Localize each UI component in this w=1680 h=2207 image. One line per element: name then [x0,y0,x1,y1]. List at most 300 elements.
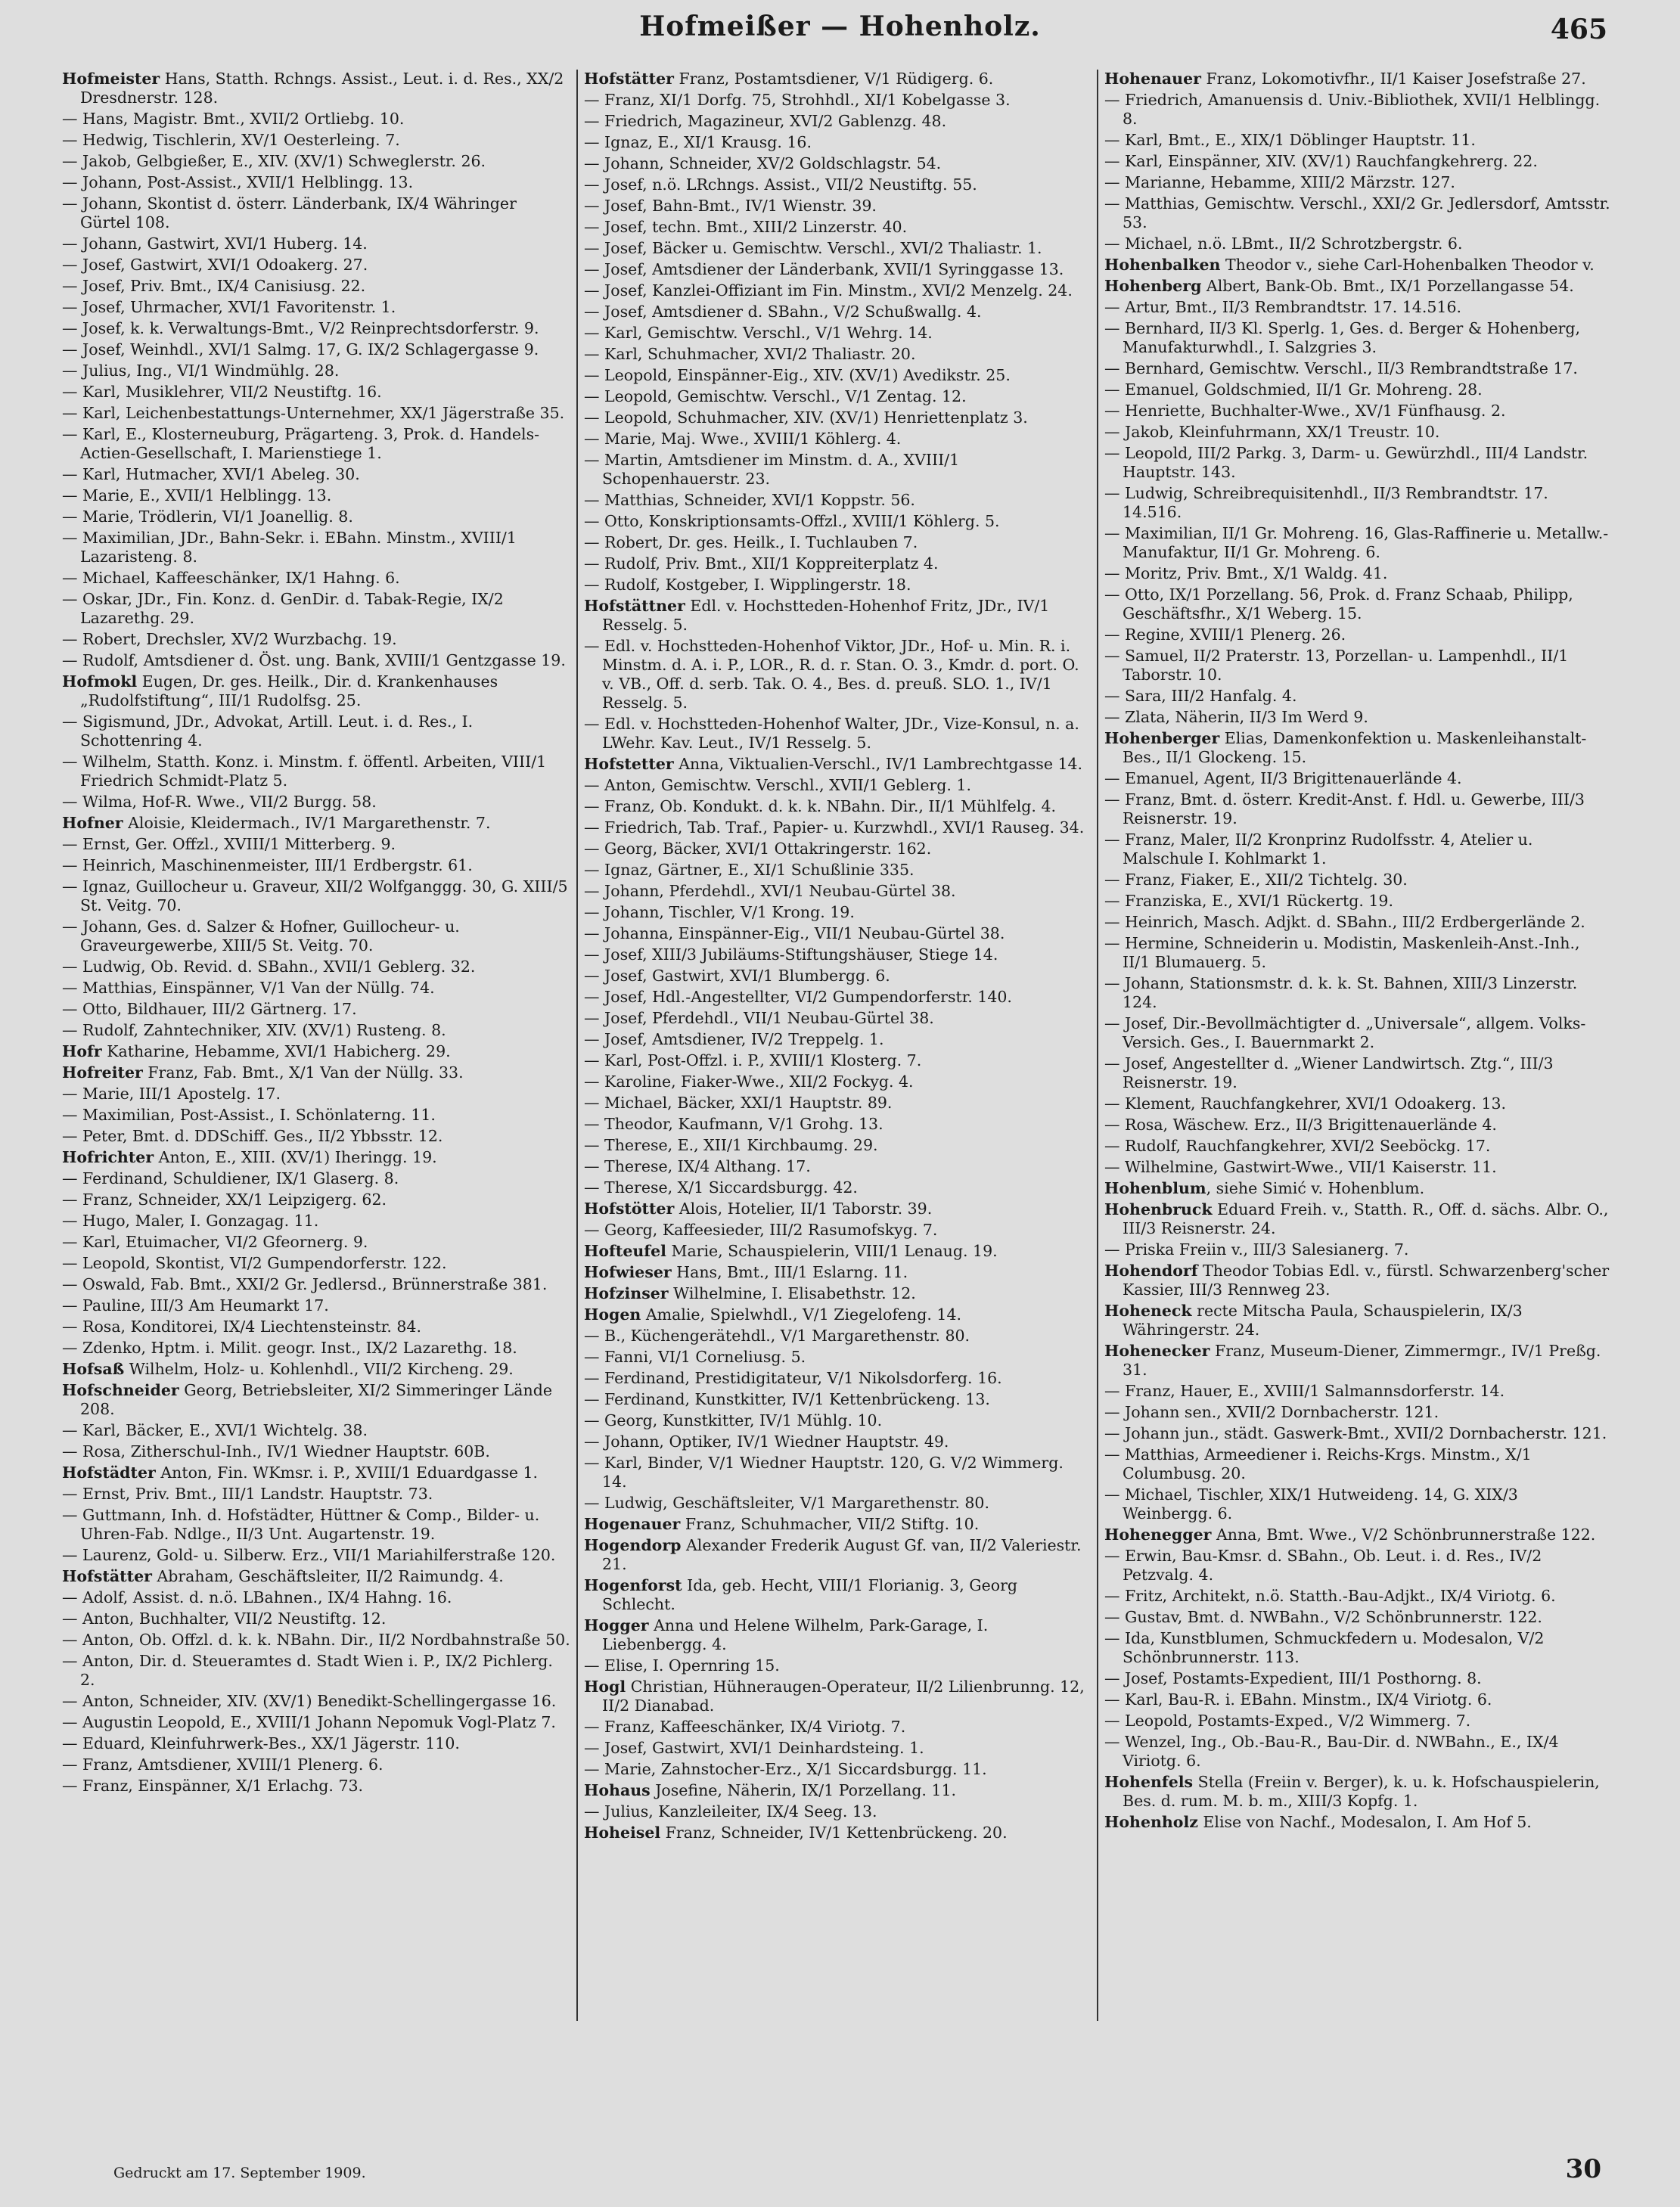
entry-text: — Bernhard, II/3 Kl. Sperlg. 1, Ges. d. Berger & Hohenberg, Manufakturwhdl., I. Salzgries 3. [1104,319,1581,356]
entry-text: Georg, Betriebsleiter, XI/2 Simmeringer Lände 208. [80,1381,552,1418]
entry-text: — Josef, Amtsdiener d. SBahn., V/2 Schußwallg. 4. [584,303,982,321]
directory-entry [584,512,1091,531]
entry-text: — Ernst, Ger. Offzl., XVIII/1 Mitterberg. 9. [62,835,396,853]
directory-entry [584,1781,1091,1800]
directory-entry [62,1734,570,1753]
directory-entry [584,797,1091,816]
entry-text: — Ignaz, Guillocheur u. Graveur, XII/2 Wolfganggg. 30, G. XIII/5 St. Veitg. 70. [62,877,568,914]
entry-text: — Franz, Maler, II/2 Kronprinz Rudolfsstr. 4, Atelier u. Malschule I. Kohlmarkt 1. [1104,830,1533,868]
directory-entry [1104,790,1611,828]
directory-entry [584,1433,1091,1451]
entry-text: — Karl, Hutmacher, XVI/1 Abeleg. 30. [62,465,360,483]
entry-text: — Josef, k. k. Verwaltungs-Bmt., V/2 Reinprechtsdorferstr. 9. [62,319,539,337]
directory-entry [62,1692,570,1711]
directory-entry [62,1485,570,1504]
entry-text: — Jakob, Kleinfuhrmann, XX/1 Treustr. 10. [1104,423,1440,441]
directory-entry [62,1190,570,1209]
entry-surname: Hohenbruck [1104,1200,1213,1218]
entry-surname: Hofzinser [584,1284,669,1302]
directory-entry [62,194,570,232]
directory-entry [62,1148,570,1167]
directory-entry [1104,484,1611,522]
directory-entry [1104,1813,1611,1832]
entry-surname: Hofschneider [62,1381,179,1399]
entry-text: — Marie, III/1 Apostelg. 17. [62,1085,281,1103]
directory-entry [584,430,1091,449]
entry-text: — Franz, Amtsdiener, XVIII/1 Plenerg. 6. [62,1755,384,1774]
entry-surname: Hoheisel [584,1824,661,1842]
entry-text: — Eduard, Kleinfuhrwerk-Bes., XX/1 Jägerstr. 110. [62,1734,460,1752]
directory-entry [584,281,1091,300]
entry-text: — Josef, Gastwirt, XVI/1 Deinhardsteing. 1. [584,1739,924,1757]
directory-entry [584,239,1091,258]
entry-text: — Hedwig, Tischlerin, XV/1 Oesterleing. 7. [62,131,400,149]
entry-text: — Fritz, Architekt, n.ö. Statth.-Bau-Adjkt., IX/4 Viriotg. 6. [1104,1587,1556,1605]
directory-entry [1104,1200,1611,1238]
directory-entry [1104,1014,1611,1052]
directory-entry [1104,319,1611,357]
directory-entry [1104,277,1611,296]
directory-entry [584,324,1091,343]
entry-surname: Hofstätter [584,70,674,88]
entry-text: — Matthias, Gemischtw. Verschl., XXI/2 Gr. Jedlersdorf, Amtsstr. 53. [1104,194,1610,231]
page-header [0,0,1680,59]
directory-entry [62,1106,570,1125]
entry-text: — Johann, Stationsmstr. d. k. k. St. Bahnen, XIII/3 Linzerstr. 124. [1104,974,1578,1011]
directory-entry [1104,1712,1611,1731]
directory-entry [584,903,1091,922]
directory-entry [584,1221,1091,1240]
column-3 [1097,70,1617,2021]
entry-text: — Josef, Amtsdiener, IV/2 Treppelg. 1. [584,1030,884,1048]
directory-entry [62,486,570,505]
entry-surname: Hofmokl [62,672,138,691]
directory-entry [62,835,570,854]
directory-entry [62,1085,570,1104]
entry-text: — Sara, III/2 Hanfalg. 4. [1104,687,1297,705]
directory-entry [584,988,1091,1007]
directory-entry [62,173,570,192]
entry-text: — Josef, Pferdehdl., VII/1 Neubau-Gürtel 38. [584,1009,934,1027]
entry-surname: Hogl [584,1678,626,1696]
entry-text: — Johann, Post-Assist., XVII/1 Helblingg. 13. [62,173,414,191]
entry-text: Eugen, Dr. ges. Heilk., Dir. d. Krankenhauses „Rudolfstiftung“, III/1 Rudolfsg. 25. [80,672,498,709]
directory-entry [62,1339,570,1358]
entry-text: — Johanna, Einspänner-Eig., VII/1 Neubau-Gürtel 38. [584,924,1005,942]
directory-entry [584,366,1091,385]
entry-text: — Johann sen., XVII/2 Dornbacherstr. 121. [1104,1403,1439,1421]
directory-entry [584,154,1091,173]
directory-entry [584,1348,1091,1367]
entry-text: — Heinrich, Maschinenmeister, III/1 Erdbergstr. 61. [62,856,473,874]
directory-entry [62,277,570,296]
directory-entry [584,554,1091,573]
entry-text: — Ernst, Priv. Bmt., III/1 Landstr. Hauptstr. 73. [62,1485,433,1503]
entry-surname: Hofsaß [62,1360,125,1378]
directory-entry [1104,1342,1611,1380]
entry-text: — Josef, Bäcker u. Gemischtw. Verschl., XVI/2 Thaliastr. 1. [584,239,1042,257]
entry-surname: Hogen [584,1305,641,1324]
entry-text: — Martin, Amtsdiener im Minstm. d. A., XVIII/1 Schopenhauerstr. 23. [584,451,960,488]
entry-surname: Hofteufel [584,1242,666,1260]
directory-entry [62,404,570,423]
directory-entry [584,1576,1091,1614]
entry-text: Josefine, Näherin, IX/1 Porzellang. 11. [650,1781,957,1799]
entry-text: — Wilhelmine, Gastwirt-Wwe., VII/1 Kaiserstr. 11. [1104,1158,1497,1176]
entry-text: Alexander Frederik August Gf. van, II/2 Valeriestr. 21. [602,1536,1082,1573]
entry-text: — Gustav, Bmt. d. NWBahn., V/2 Schönbrunnerstr. 122. [1104,1608,1542,1626]
entry-text: Wilhelmine, I. Elisabethstr. 12. [668,1284,916,1302]
directory-entry [584,1327,1091,1346]
directory-entry [62,1609,570,1628]
directory-entry [1104,1403,1611,1422]
directory-entry [584,1200,1091,1218]
entry-text: recte Mitscha Paula, Schauspielerin, IX/3 Währingerstr. 24. [1123,1302,1523,1339]
directory-entry [1104,729,1611,767]
directory-entry [584,1051,1091,1070]
entry-text: — Anton, Dir. d. Steueramtes d. Stadt Wien i. P., IX/2 Pichlerg. 2. [62,1652,553,1689]
entry-text: — Julius, Kanzleileiter, IX/4 Seeg. 13. [584,1802,877,1821]
entry-surname: Hogger [584,1616,649,1634]
entry-text: , siehe Simić v. Hohenblum. [1206,1179,1425,1197]
directory-entry [1104,913,1611,932]
entry-text: Eduard Freih. v., Statth. R., Off. d. sächs. Albr. O., III/3 Reisnerstr. 24. [1123,1200,1609,1237]
directory-entry [62,298,570,317]
directory-entry [1104,91,1611,129]
directory-entry [1104,1302,1611,1339]
directory-entry [584,1072,1091,1091]
entry-text: — Maximilian, Post-Assist., I. Schönlaterng. 11. [62,1106,436,1124]
entry-text: — Franz, Fiaker, E., XII/2 Tichtelg. 30. [1104,871,1408,889]
directory-entry [62,1127,570,1146]
entry-text: — Rosa, Konditorei, IX/4 Liechtensteinstr. 84. [62,1318,421,1336]
entry-text: — Franz, XI/1 Dorfg. 75, Strohhdl., XI/1 Kobelgasse 3. [584,91,1011,109]
directory-entry [584,133,1091,152]
entry-surname: Hohenfels [1104,1773,1194,1791]
entry-text: — Priska Freiin v., III/3 Salesianerg. 7. [1104,1240,1409,1259]
directory-entry [62,793,570,812]
entry-text: — Marie, Trödlerin, VI/1 Joanellig. 8. [62,508,353,526]
entry-text: — Rudolf, Priv. Bmt., XII/1 Koppreiterplatz 4. [584,554,939,573]
entry-text: — B., Küchengerätehdl., V/1 Margarethenstr. 80. [584,1327,970,1345]
entry-text: — Josef, techn. Bmt., XIII/2 Linzerstr. 40. [584,218,908,236]
entry-text: — Michael, Tischler, XIX/1 Hutweideng. 14, G. XIX/3 Weinbergg. 6. [1104,1485,1518,1523]
entry-surname: Hofstätter [62,1567,152,1585]
directory-entry [1104,1608,1611,1627]
directory-entry [584,1802,1091,1821]
directory-entry [584,112,1091,131]
entry-text: — Otto, Konskriptionsamts-Offzl., XVIII/1 Köhlerg. 5. [584,512,1000,530]
entry-text: — Josef, Priv. Bmt., IX/4 Canisiusg. 22. [62,277,366,295]
entry-text: — Anton, Buchhalter, VII/2 Neustiftg. 12. [62,1609,387,1628]
directory-entry [62,70,570,107]
directory-entry [584,945,1091,964]
directory-entry [62,110,570,129]
directory-entry [62,1212,570,1231]
entry-text: — Josef, Weinhdl., XVI/1 Salmg. 17, G. IX/2 Schlagergasse 9. [62,340,539,359]
entry-text: — Karl, Bau-R. i. EBahn. Minstm., IX/4 Viriotg. 6. [1104,1690,1492,1709]
directory-columns [56,70,1619,2021]
entry-text: Christian, Hühneraugen-Operateur, II/2 Lilienbrunng. 12, II/2 Dianabad. [602,1678,1085,1715]
directory-entry [1104,1382,1611,1401]
entry-text: — Georg, Kaffeesieder, III/2 Rasumofskyg. 7. [584,1221,938,1239]
entry-surname: Hogenforst [584,1576,682,1594]
entry-text: — Johann, Optiker, IV/1 Wiedner Hauptstr. 49. [584,1433,949,1451]
entry-surname: Hogendorp [584,1536,682,1554]
entry-text: Franz, Lokomotivfhr., II/1 Kaiser Josefstraße 27. [1200,70,1586,88]
directory-entry [584,1454,1091,1492]
directory-entry [584,1115,1091,1134]
entry-surname: Hohenegger [1104,1526,1212,1544]
entry-text: — Hans, Magistr. Bmt., XVII/2 Ortliebg. 10. [62,110,405,128]
entry-text: — Otto, Bildhauer, III/2 Gärtnerg. 17. [62,1000,357,1018]
directory-entry [1104,585,1611,623]
directory-entry [584,175,1091,194]
entry-text: — Heinrich, Masch. Adjkt. d. SBahn., III/2 Erdbergerlände 2. [1104,913,1585,931]
directory-entry [584,1369,1091,1388]
entry-text: — Maximilian, II/1 Gr. Mohreng. 16, Glas-Raffinerie u. Metallw.-Manufaktur, II/1 Gr. Mohreng. 6. [1104,524,1609,561]
entry-text: — Josef, Hdl.-Angestellter, VI/2 Gumpendorferstr. 140. [584,988,1012,1006]
entry-text: — Oskar, JDr., Fin. Konz. d. GenDir. d. Tabak-Regie, IX/2 Lazarethg. 29. [62,590,504,627]
entry-text: — Regine, XVIII/1 Plenerg. 26. [1104,625,1346,644]
directory-entry [1104,1526,1611,1544]
entry-text: — Emanuel, Agent, II/3 Brigittenauerlände 4. [1104,769,1462,787]
entry-surname: Hohenblum [1104,1179,1206,1197]
directory-entry [584,1390,1091,1409]
directory-entry [62,979,570,998]
directory-entry [1104,647,1611,684]
directory-entry [1104,1629,1611,1667]
directory-entry [584,1494,1091,1513]
entry-text: — Zdenko, Hptm. i. Milit. geogr. Inst., IX/2 Lazarethg. 18. [62,1339,517,1357]
entry-text: — Karl, Leichenbestattungs-Unternehmer, XX/1 Jägerstraße 35. [62,404,565,422]
entry-surname: Hohenholz [1104,1813,1198,1831]
directory-entry [584,491,1091,510]
entry-text: — Elise, I. Opernring 15. [584,1656,780,1675]
entry-text: — Johann jun., städt. Gaswerk-Bmt., XVII/2 Dornbacherstr. 121. [1104,1424,1607,1442]
directory-entry [62,1169,570,1188]
directory-entry [1104,1587,1611,1606]
entry-text: Hans, Statth. Rchngs. Assist., Leut. i. d. Res., XX/2 Dresdnerstr. 128. [80,70,564,107]
entry-text: — Ludwig, Geschäftsleiter, V/1 Margarethenstr. 80. [584,1494,989,1512]
directory-entry [1104,1669,1611,1688]
directory-entry [584,1515,1091,1534]
directory-entry [584,533,1091,552]
entry-text: — Jakob, Gelbgießer, E., XIV. (XV/1) Schweglerstr. 26. [62,152,486,170]
entry-text: — Guttmann, Inh. d. Hofstädter, Hüttner & Comp., Bilder- u. Uhren-Fab. Ndlge., II/3 Unt. Augartenstr. 19. [62,1506,540,1543]
entry-text: Franz, Schuhmacher, VII/2 Stiftg. 10. [680,1515,980,1533]
entry-text: — Josef, Angestellter d. „Wiener Landwirtsch. Ztg.“, III/3 Reisnerstr. 19. [1104,1054,1554,1091]
directory-entry [1104,1137,1611,1156]
entry-text: — Josef, Bahn-Bmt., IV/1 Wienstr. 39. [584,197,877,215]
entry-text: Anton, Fin. WKmsr. i. P., XVIII/1 Eduardgasse 1. [155,1464,539,1482]
directory-entry [62,256,570,275]
directory-entry [584,882,1091,901]
directory-entry [1104,1158,1611,1177]
directory-entry [62,856,570,875]
directory-entry [584,1718,1091,1737]
directory-entry [584,218,1091,237]
entry-text: — Karl, Musiklehrer, VII/2 Neustiftg. 16. [62,383,382,401]
directory-entry [62,1631,570,1650]
entry-text: — Robert, Dr. ges. Heilk., I. Tuchlauben 7. [584,533,918,551]
entry-text: — Marie, Zahnstocher-Erz., X/1 Siccardsburgg. 11. [584,1760,987,1778]
directory-entry [62,529,570,566]
directory-entry [62,319,570,338]
entry-text: Anna und Helene Wilhelm, Park-Garage, I. Liebenbergg. 4. [602,1616,989,1653]
directory-entry [1104,1054,1611,1092]
directory-entry [1104,564,1611,583]
entry-text: — Wilhelm, Statth. Konz. i. Minstm. f. öffentl. Arbeiten, VIII/1 Friedrich Schmidt-Platz 5. [62,753,547,790]
directory-entry [62,1464,570,1482]
directory-entry [1104,871,1611,889]
entry-text: — Franz, Einspänner, X/1 Erlachg. 73. [62,1777,364,1795]
directory-entry [1104,1179,1611,1198]
entry-text: — Michael, Bäcker, XXI/1 Hauptstr. 89. [584,1094,893,1112]
entry-text: — Ignaz, Gärtner, E., XI/1 Schußlinie 335. [584,861,915,879]
entry-text: — Therese, IX/4 Althang. 17. [584,1157,811,1175]
entry-text: Katharine, Hebamme, XVI/1 Habicherg. 29. [101,1042,451,1060]
entry-surname: Hofreiter [62,1063,143,1082]
column-1 [56,70,576,2021]
directory-entry [584,303,1091,321]
entry-text: — Josef, Gastwirt, XVI/1 Odoakerg. 27. [62,256,368,274]
entry-text: Aloisie, Kleidermach., IV/1 Margarethenstr. 7. [123,814,491,832]
entry-text: Amalie, Spielwhdl., V/1 Ziegelofeng. 14. [641,1305,962,1324]
entry-text: Theodor Tobias Edl. v., fürstl. Schwarzenberg'scher Kassier, III/3 Rennweg 23. [1123,1262,1610,1299]
entry-text: — Matthias, Schneider, XVI/1 Koppstr. 56. [584,491,915,509]
entry-text: — Anton, Ob. Offzl. d. k. k. NBahn. Dir., II/2 Nordbahnstraße 50. [62,1631,570,1649]
entry-surname: Hohenbalken [1104,256,1221,274]
directory-entry [1104,1424,1611,1443]
directory-entry [62,152,570,171]
entry-text: — Robert, Drechsler, XV/2 Wurzbachg. 19. [62,630,397,648]
entry-surname: Hohendorf [1104,1262,1198,1280]
entry-text: — Rudolf, Amtsdiener d. Öst. ung. Bank, XVIII/1 Gentzgasse 19. [62,651,566,669]
directory-entry [584,1656,1091,1675]
entry-text: — Wilma, Hof-R. Wwe., VII/2 Burgg. 58. [62,793,377,811]
entry-surname: Hofner [62,814,123,832]
entry-text: — Ludwig, Schreibrequisitenhdl., II/3 Rembrandtstr. 17. 14.516. [1104,484,1548,521]
entry-text: — Leopold, Schuhmacher, XIV. (XV/1) Henriettenplatz 3. [584,408,1028,427]
directory-entry [62,234,570,253]
directory-entry [584,1284,1091,1303]
entry-text: — Anton, Schneider, XIV. (XV/1) Benedikt-Schellingergasse 16. [62,1692,557,1710]
entry-surname: Hofrichter [62,1148,154,1166]
entry-surname: Hogenauer [584,1515,681,1533]
entry-text: — Fanni, VI/1 Corneliusg. 5. [584,1348,806,1366]
directory-entry [584,1030,1091,1049]
directory-entry [584,1739,1091,1758]
entry-text: — Klement, Rauchfangkehrer, XVI/1 Odoakerg. 13. [1104,1094,1507,1113]
directory-entry [62,465,570,484]
directory-entry [62,1421,570,1440]
entry-text: Albert, Bank-Ob. Bmt., IX/1 Porzellangasse 54. [1201,277,1574,295]
entry-text: — Artur, Bmt., II/3 Rembrandtstr. 17. 14.516. [1104,298,1462,316]
entry-text: — Leopold, III/2 Parkg. 3, Darm- u. Gewürzhdl., III/4 Landstr. Hauptstr. 143. [1104,444,1588,481]
entry-surname: Hofwieser [584,1263,672,1281]
directory-entry [584,70,1091,88]
directory-entry [1104,173,1611,192]
directory-entry [1104,1262,1611,1299]
column-2 [576,70,1097,2021]
entry-text: — Augustin Leopold, E., XVIII/1 Johann Nepomuk Vogl-Platz 7. [62,1713,556,1731]
entry-text: — Theodor, Kaufmann, V/1 Grohg. 13. [584,1115,883,1133]
directory-entry [62,1442,570,1461]
entry-text: — Josef, Uhrmacher, XVI/1 Favoritenstr. 1. [62,298,396,316]
entry-text: — Friedrich, Amanuensis d. Univ.-Bibliothek, XVII/1 Helblingg. 8. [1104,91,1601,128]
entry-text: — Georg, Bäcker, XVI/1 Ottakringerstr. 162. [584,840,932,858]
entry-text: — Leopold, Einspänner-Eig., XIV. (XV/1) Avedikstr. 25. [584,366,1011,384]
entry-text: — Karoline, Fiaker-Wwe., XII/2 Fockyg. 4. [584,1072,914,1091]
directory-entry [62,383,570,402]
entry-text: — Ida, Kunstblumen, Schmuckfedern u. Modesalon, V/2 Schönbrunnerstr. 113. [1104,1629,1545,1666]
entry-text: — Karl, Bmt., E., XIX/1 Döblinger Hauptstr. 11. [1104,131,1476,149]
directory-entry [62,1042,570,1061]
directory-entry [62,814,570,833]
entry-text: — Josef, Kanzlei-Offiziant im Fin. Minstm., XVI/2 Menzelg. 24. [584,281,1073,300]
directory-entry [584,776,1091,795]
directory-entry [62,753,570,790]
directory-entry [62,712,570,750]
entry-surname: Hohenberger [1104,729,1220,747]
directory-entry [62,1254,570,1273]
entry-text: — Zlata, Näherin, II/3 Im Werd 9. [1104,708,1368,726]
directory-entry [62,651,570,670]
directory-entry [1104,131,1611,150]
directory-entry [584,1242,1091,1261]
entry-text: — Karl, Post-Offzl. i. P., XVIII/1 Klosterg. 7. [584,1051,922,1069]
entry-text: — Anton, Gemischtw. Verschl., XVII/1 Geblerg. 1. [584,776,971,794]
directory-entry [1104,402,1611,421]
directory-entry [62,1318,570,1336]
entry-surname: Hofmeister [62,70,160,88]
directory-entry [584,91,1091,110]
directory-entry [62,1755,570,1774]
directory-entry [1104,625,1611,644]
entry-text: — Franziska, E., XVI/1 Rückertg. 19. [1104,892,1393,910]
entry-text: — Ferdinand, Prestidigitateur, V/1 Nikolsdorferg. 16. [584,1369,1002,1387]
entry-surname: Hohenauer [1104,70,1201,88]
entry-text: — Julius, Ing., VI/1 Windmühlg. 28. [62,362,340,380]
entry-text: — Erwin, Bau-Kmsr. d. SBahn., Ob. Leut. i. d. Res., IV/2 Petzvalg. 4. [1104,1547,1542,1584]
directory-entry [1104,1773,1611,1811]
entry-text: — Johann, Pferdehdl., XVI/1 Neubau-Gürtel 38. [584,882,956,900]
entry-text: — Edl. v. Hochstteden-Hohenhof Walter, JDr., Vize-Konsul, n. a. LWehr. Kav. Leut., IV/1 Resselg. 5. [584,715,1079,752]
entry-text: Elias, Damenkonfektion u. Maskenleihanstalt-Bes., II/1 Glockeng. 15. [1123,729,1587,766]
directory-entry [62,1063,570,1082]
directory-entry [584,1136,1091,1155]
entry-text: — Therese, E., XII/1 Kirchbaumg. 29. [584,1136,878,1154]
entry-text: — Friedrich, Tab. Traf., Papier- u. Kurzwhdl., XVI/1 Rauseg. 34. [584,818,1085,837]
directory-entry [584,387,1091,406]
entry-text: — Rosa, Zitherschul-Inh., IV/1 Wiedner Hauptstr. 60B. [62,1442,490,1460]
directory-entry [62,1296,570,1315]
entry-text: — Otto, IX/1 Porzellang. 56, Prok. d. Franz Schaab, Philipp, Geschäftsfhr., X/1 Weberg. 15. [1104,585,1573,622]
directory-entry [62,917,570,955]
entry-text: — Karl, Schuhmacher, XVI/2 Thaliastr. 20. [584,345,916,363]
entry-text: — Leopold, Skontist, VI/2 Gumpendorferstr. 122. [62,1254,447,1272]
directory-entry [584,818,1091,837]
entry-text: Wilhelm, Holz- u. Kohlenhdl., VII/2 Kircheng. 29. [124,1360,514,1378]
directory-entry [1104,892,1611,911]
entry-text: — Wenzel, Ing., Ob.-Bau-R., Bau-Dir. d. NWBahn., E., IX/4 Viriotg. 6. [1104,1733,1559,1770]
directory-entry [62,1360,570,1379]
directory-entry [584,861,1091,880]
directory-entry [62,1275,570,1294]
directory-entry [584,1009,1091,1028]
entry-text: Marie, Schauspielerin, VIII/1 Lenaug. 19. [666,1242,998,1260]
